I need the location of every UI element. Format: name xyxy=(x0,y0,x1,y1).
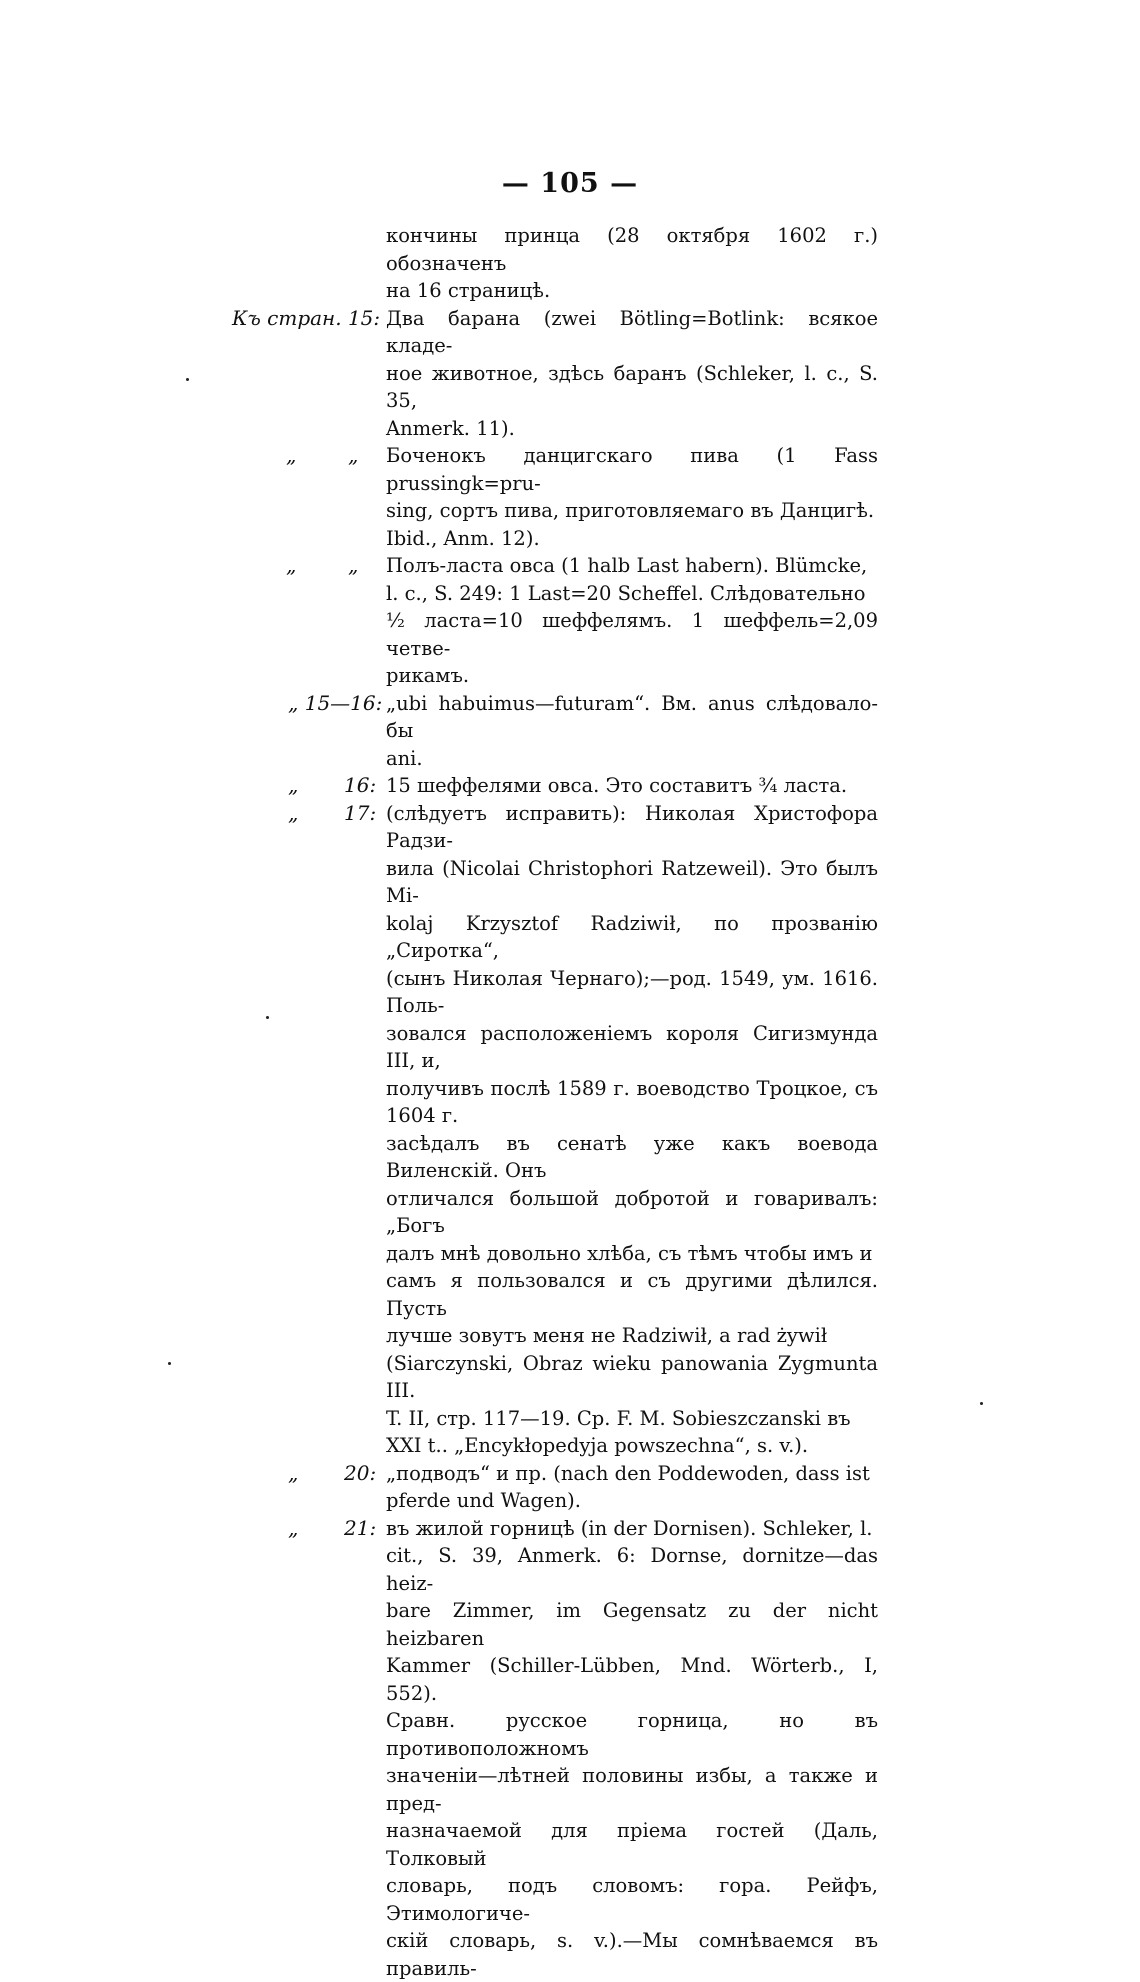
entry-text: Боченокъ данцигскаго пива (1 Fass prussingk=pru- sing, сортъ пива, приготовляемаго въ Данцигѣ. Ibid., Anm. 12). xyxy=(386,442,878,552)
entry-15-16 xyxy=(0,690,1140,773)
ditto-mark: „ xyxy=(288,691,298,715)
ditto-mark: „ xyxy=(286,442,296,470)
entry-text: въ жилой горницѣ (in der Dornisen). Schleker, l. cit., S. 39, Anmerk. 6: Dornse, dornitze—das heiz- bare Zimmer, im Gegensatz zu der nicht heizbaren Kammer (Schiller-Lübben, Mnd. Wörterb., I, 552). Сравн. русское горница, но въ противоположномъ значеніи—лѣтней половины избы, а также и пред- назначаемой для пріема гостей (Даль, Толковый словарь, подъ словомъ: гора. Рейфъ, Этимологиче- скій словарь, s. v.).—Мы сомнѣваемся въ правиль- xyxy=(386,1515,878,1982)
scan-speck xyxy=(266,1016,269,1019)
entry-ditto-barrel xyxy=(0,442,1140,552)
entry-text: „подводъ“ и пр. (nach den Poddewoden, dass ist pferde und Wagen). xyxy=(386,1460,878,1515)
marker-ref: 15: xyxy=(348,306,380,330)
marker-ref: 15—16: xyxy=(305,691,383,715)
ditto-mark: „ xyxy=(288,1460,298,1488)
ditto-mark: „ xyxy=(288,800,298,828)
body-text xyxy=(0,222,1140,1982)
entry-ditto-oats xyxy=(0,552,1140,690)
entry-text: кончины принца (28 октября 1602 г.) обозначенъ на 16 страницѣ. xyxy=(386,222,878,305)
entry-text: Полъ-ласта овса (1 halb Last habern). Blümcke, l. c., S. 249: 1 Last=20 Scheffel. Слѣдовательно ½ ласта=10 шеффелямъ. 1 шеффель=2,09 четве- рикамъ. xyxy=(386,552,878,690)
entry-marker xyxy=(232,305,380,333)
entry-text: 15 шеффелями овса. Это составитъ ¾ ласта. xyxy=(386,772,878,800)
scan-speck xyxy=(186,378,189,381)
entry-20 xyxy=(0,1460,1140,1515)
ditto-mark: „ xyxy=(288,772,298,800)
entry-17 xyxy=(0,800,1140,1460)
entry-text: (слѣдуетъ исправить): Николая Христофора Радзи- вила (Nicolai Christophori Ratzeweil). Это былъ Mi- kolaj Krzysztof Radziwił, по прозванію „Сиротка“, (сынъ Николая Чернаго);—род. 1549, ум. 1616. Поль- зовался расположеніемъ короля Сигизмунда III, и, получивъ послѣ 1589 г. воеводство Троцкое, съ 1604 г. засѣдалъ въ сенатѣ уже какъ воевода Виленскій. Онъ отличался большой добротой и говаривалъ: „Богъ далъ мнѣ довольно хлѣба, съ тѣмъ чтобы имъ и самъ я пользовался и съ другими дѣлился. Пусть лучше зовутъ меня не Radziwił, а rad żywił (Siarczynski, Obraz wieku panowania Zygmunta III. T. II, стр. 117—19. Ср. F. M. Sobieszczanski въ XXI t.. „Encykłopedyja powszechna“, s. v.). xyxy=(386,800,878,1460)
scan-speck xyxy=(168,1362,171,1365)
ditto-mark: „ xyxy=(286,552,296,580)
marker-label: Къ стран. xyxy=(232,306,342,330)
entry-21 xyxy=(0,1515,1140,1982)
marker-ref: 21: xyxy=(344,1515,376,1543)
marker-ref: 17: xyxy=(344,800,376,828)
entry-page-15 xyxy=(0,305,1140,443)
marker-ref: 20: xyxy=(344,1460,376,1488)
entry-marker xyxy=(288,690,382,718)
entry-continuation xyxy=(0,222,1140,305)
ditto-mark: „ xyxy=(348,442,358,470)
entry-text: Два барана (zwei Bötling=Botlink: всякое кладе- ное животное, здѣсь баранъ (Schleker, l. c., S. 35, Anmerk. 11). xyxy=(386,305,878,443)
page-number: — 105 — xyxy=(0,168,1140,199)
ditto-mark: „ xyxy=(348,552,358,580)
scan-speck xyxy=(980,1402,983,1405)
ditto-mark: „ xyxy=(288,1515,298,1543)
entry-16 xyxy=(0,772,1140,800)
marker-ref: 16: xyxy=(344,772,376,800)
entry-text: „ubi habuimus—futuram“. Вм. anus слѣдовало-бы ani. xyxy=(386,690,878,773)
